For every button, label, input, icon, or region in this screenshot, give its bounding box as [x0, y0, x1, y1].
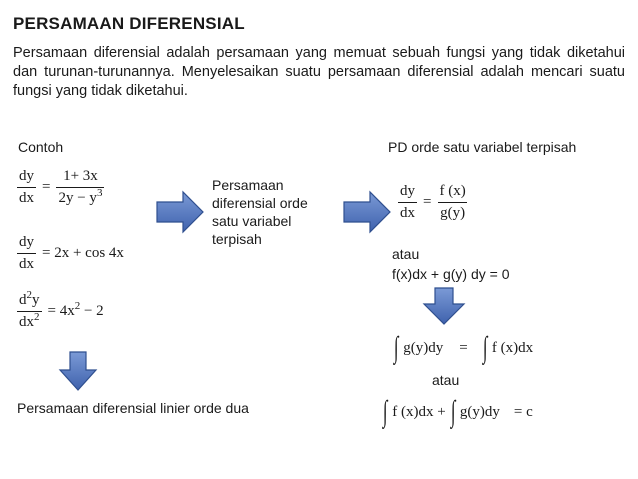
intro-paragraph: Persamaan diferensial adalah persamaan yang memuat sebuah fungsi yang tidak diketahui dan turunan-turunannya. Menyelesaikan suatu persamaan diferensial adalah mencari suatu fungsi yang tidak diketahui. [13, 45, 625, 99]
example-equation-1: $\frac{dy}{dx}$ = $\frac{1+ 3x}{2y - y^3}$ [19, 168, 103, 206]
integral-sign: ∫ [393, 331, 399, 364]
heading-pd-orde-satu: PD orde satu variabel terpisah [388, 139, 577, 155]
equation-alt-form: f(x)dx + g(y) dy = 0 [392, 266, 510, 282]
page-title: PERSAMAAN DIFERENSIAL [13, 14, 245, 33]
fraction-fx-gy: $\frac{f (x)}{g(y)}$ [439, 183, 466, 221]
arrow-down-right-icon [422, 286, 466, 326]
separable-equation: $\frac{dy}{dx}$ = $\frac{f (x)}{g(y)}$ [400, 183, 466, 221]
fraction-dy-dx: $\frac{dy}{dx}$ [19, 234, 34, 272]
example-equation-2: $\frac{dy}{dx}$ = 2x + cos 4x [19, 234, 124, 272]
arrow-right-2-icon [342, 190, 392, 234]
fraction-dy-dx: $\frac{dy}{dx}$ [400, 183, 415, 221]
atau-label-2: atau [432, 372, 460, 388]
integral-sign: ∫ [450, 395, 456, 428]
fraction-rhs: $\frac{1+ 3x}{2y - y^3}$ [58, 168, 103, 206]
conclusion-text: Persamaan diferensial linier orde dua [17, 400, 249, 416]
example-equation-3: $\frac{d^2y}{dx^2}$ = $4x^2 - 2$ [19, 289, 104, 330]
arrow-right-1-icon [155, 190, 205, 234]
middle-note: Persamaan diferensial orde satu variabel terpisah [212, 177, 308, 247]
arrow-down-left-icon [58, 350, 98, 392]
fraction-dy-dx: $\frac{dy}{dx}$ [19, 168, 34, 206]
integral-equation-2: ∫ f (x)dx + ∫ g(y)dy = c [382, 395, 533, 428]
fraction-second-derivative: $\frac{d^2y}{dx^2}$ [19, 289, 40, 330]
integral-sign: ∫ [482, 331, 488, 364]
integral-equation-1: ∫ g(y)dy = ∫ f (x)dx [393, 331, 534, 364]
integral-sign: ∫ [382, 395, 388, 428]
heading-contoh: Contoh [18, 139, 64, 155]
atau-label-1: atau [392, 246, 420, 262]
